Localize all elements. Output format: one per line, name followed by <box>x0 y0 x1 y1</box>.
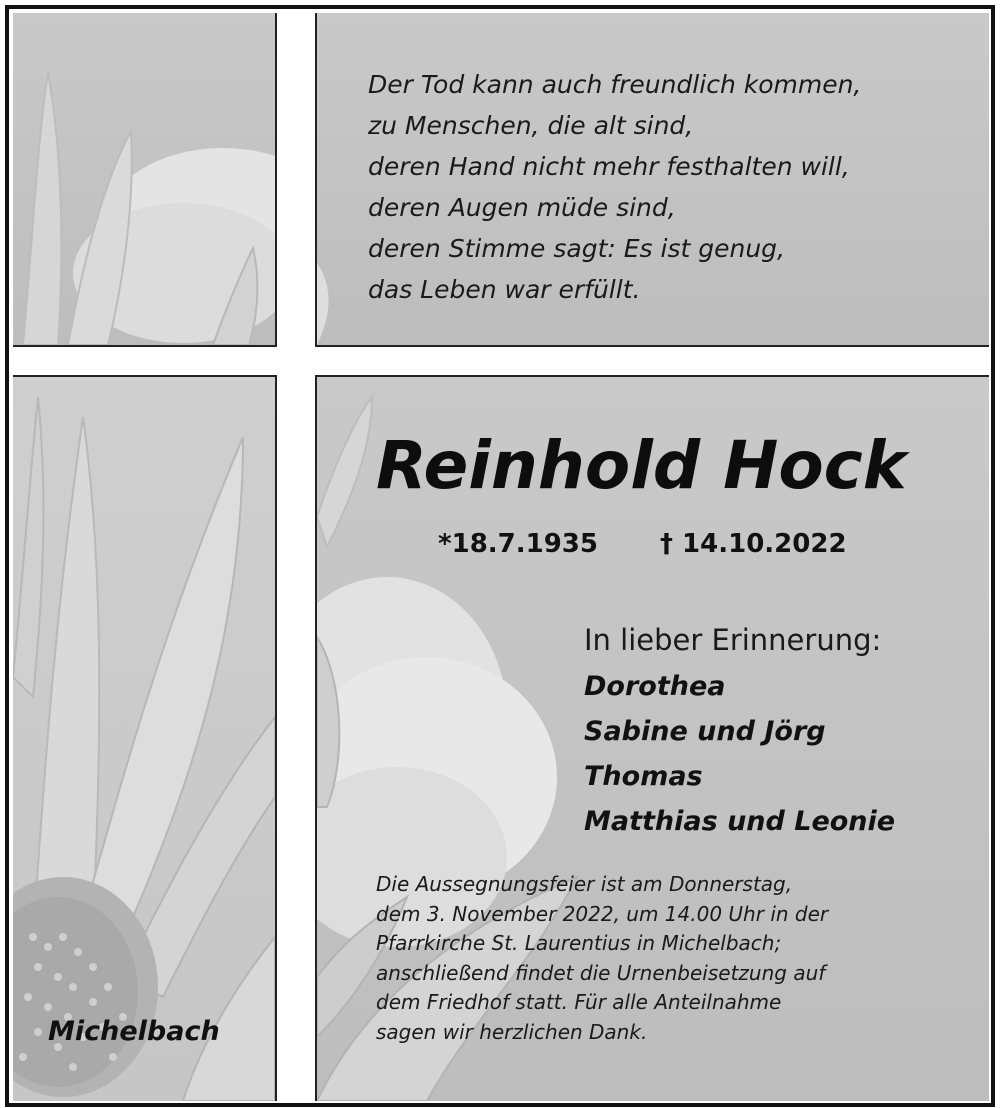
service-line: Die Aussegnungsfeier ist am Donnerstag, <box>376 872 793 896</box>
poem-line: zu Menschen, die alt sind, <box>368 111 694 140</box>
service-line: dem 3. November 2022, um 14.00 Uhr in der <box>376 901 829 926</box>
poem-line: Der Tod kann auch freundlich kommen, <box>368 70 862 99</box>
mourner-name: Thomas <box>584 761 703 792</box>
poem-line: deren Stimme sagt: Es ist genug, <box>368 234 785 263</box>
cross-horizontal-bar <box>9 347 991 373</box>
poem-line: das Leben war erfüllt. <box>368 275 641 304</box>
birth-date: *18.7.1935 <box>438 529 598 559</box>
mourner-name: Matthias und Leonie <box>584 806 896 837</box>
mourner-name: Sabine und Jörg <box>584 716 826 747</box>
service-line: Pfarrkirche St. Laurentius in Michelbach; <box>376 931 782 955</box>
service-line: sagen wir herzlichen Dank. <box>376 1019 648 1044</box>
mourner-name: Dorothea <box>584 671 726 702</box>
sunflower-petals-image <box>13 13 275 345</box>
memory-heading: In lieber Erinnerung: <box>584 623 882 657</box>
cross-vertical-bar <box>277 9 313 1103</box>
poem-line: deren Hand nicht mehr festhalten will, <box>368 152 850 181</box>
poem-line: deren Augen müde sind, <box>368 193 676 222</box>
poem <box>368 64 861 310</box>
service-line: anschließend findet die Urnenbeisetzung auf <box>376 960 826 985</box>
photo-pane-top-left <box>13 13 277 347</box>
place-name: Michelbach <box>48 1016 220 1047</box>
sunflower-image <box>13 377 275 1101</box>
service-announcement <box>376 870 828 1047</box>
photo-pane-bottom-left <box>13 375 277 1101</box>
mourners-list <box>584 664 895 844</box>
death-date: † 14.10.2022 <box>660 529 847 559</box>
service-line: dem Friedhof statt. Für alle Anteilnahme <box>376 990 782 1014</box>
deceased-name: Reinhold Hock <box>376 427 907 504</box>
